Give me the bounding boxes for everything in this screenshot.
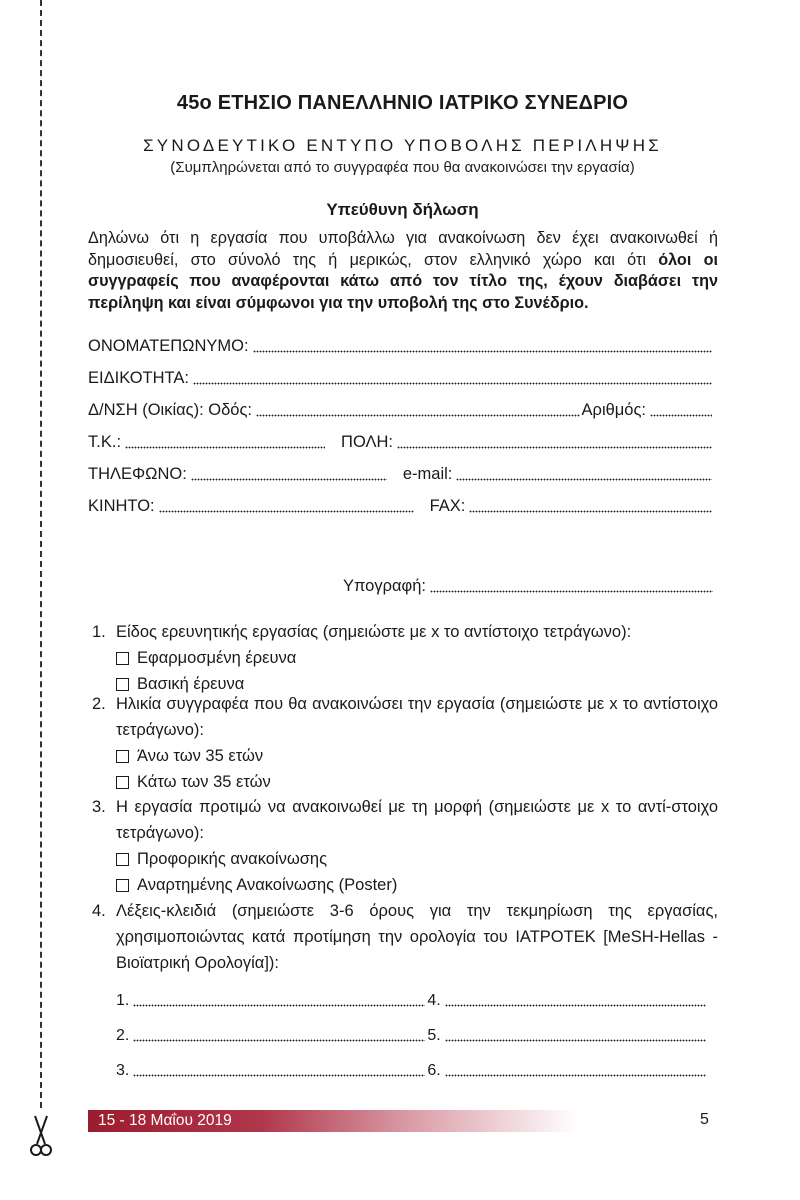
question-number: 1.	[92, 623, 106, 641]
checkbox[interactable]	[116, 678, 129, 691]
option-label: Άνω των 35 ετών	[137, 747, 264, 765]
specialty-row[interactable]	[88, 364, 714, 388]
keyword-field-1[interactable]	[133, 990, 425, 1007]
declaration-title: Υπεύθυνη δήλωση	[326, 200, 479, 219]
question-text: Είδος ερευνητικής εργασίας (σημειώστε με x το αντίστοιχο τετράγωνο):	[116, 623, 632, 641]
city-label: ΠΟΛΗ:	[341, 433, 394, 451]
declaration-bold: όλοι οι συγγραφείς που αναφέρονται κάτω από τον τίτλο της, έχουν διαβάσει την περίληψη και είναι σύμφωνοι για την υποβολή της στο Συνέδριο.	[88, 250, 718, 312]
checkbox[interactable]	[116, 750, 129, 763]
option-oral[interactable]	[116, 846, 718, 872]
page-title: 45ο ΕΤΗΣΙΟ ΠΑΝΕΛΛΗΝΙΟ ΙΑΤΡΙΚΟ ΣΥΝΕΔΡΙΟ	[176, 92, 629, 114]
option-label: Κάτω των 35 ετών	[137, 773, 271, 791]
option-applied-research[interactable]	[116, 645, 718, 671]
keywords-row-1[interactable]	[116, 988, 708, 1010]
address-label: Δ/ΝΣΗ (Οικίας): Οδός:	[88, 401, 253, 419]
checkbox[interactable]	[116, 879, 129, 892]
question-2	[92, 691, 718, 795]
keyword-field-5[interactable]	[445, 1025, 706, 1042]
page-number: 5	[700, 1111, 709, 1128]
form-note: (Συμπληρώνεται από το συγγραφέα που θα ανακοινώσει την εργασία)	[170, 159, 635, 176]
form-subtitle: ΣΥΝΟΔΕΥΤΙΚΟ ΕΝΤΥΠΟ ΥΠΟΒΟΛΗΣ ΠΕΡΙΛΗΨΗΣ	[143, 136, 662, 155]
keyword-field-4[interactable]	[445, 990, 706, 1007]
keyword-field-3[interactable]	[133, 1060, 425, 1077]
mobile-fax-row[interactable]	[88, 492, 714, 516]
option-label: Εφαρμοσμένη έρευνα	[137, 649, 297, 667]
option-label: Προφορικής ανακοίνωσης	[137, 850, 328, 868]
street-field[interactable]	[256, 400, 580, 417]
number-label: Αριθμός:	[581, 401, 646, 419]
keywords-row-3[interactable]	[116, 1058, 708, 1080]
keyword-number: 6.	[427, 1062, 441, 1079]
fullname-field[interactable]	[253, 336, 712, 353]
mobile-label: ΚΙΝΗΤΟ:	[88, 497, 155, 515]
cut-line	[40, 0, 42, 1108]
question-text: Η εργασία προτιμώ να ανακοινωθεί με τη μορφή (σημειώστε με x το αντί-στοιχο τετράγωνο):	[116, 798, 718, 842]
question-text: Ηλικία συγγραφέα που θα ανακοινώσει την εργασία (σημειώστε με x το αντίστοιχο τετράγωνο):	[116, 695, 718, 739]
question-number: 3.	[92, 798, 106, 816]
question-text: Λέξεις-κλειδιά (σημειώστε 3-6 όρους για την τεκμηρίωση της εργασίας, χρησιμοποιώντας κατά προτίμηση την ορολογία του ΙΑΤΡΟΤΕΚ [MeSH-Hellas - Βιοϊατρική Ορολογία]):	[116, 902, 718, 972]
declaration-text	[88, 228, 718, 314]
option-label: Αναρτημένης Ανακοίνωσης (Poster)	[137, 876, 398, 894]
postcode-label: Τ.Κ.:	[88, 433, 122, 451]
fullname-label: ΟΝΟΜΑΤΕΠΩΝΥΜΟ:	[88, 337, 249, 355]
email-field[interactable]	[456, 464, 712, 481]
keyword-field-6[interactable]	[445, 1060, 706, 1077]
option-under-35[interactable]	[116, 769, 718, 795]
checkbox[interactable]	[116, 652, 129, 665]
postcode-city-row[interactable]	[88, 428, 714, 452]
phone-email-row[interactable]	[88, 460, 714, 484]
keyword-field-2[interactable]	[133, 1025, 425, 1042]
scissors-icon	[26, 1112, 56, 1162]
question-number: 4.	[92, 902, 106, 920]
option-over-35[interactable]	[116, 743, 718, 769]
signature-row[interactable]	[343, 572, 715, 596]
question-3	[92, 794, 718, 898]
question-4	[92, 898, 718, 976]
keyword-number: 5.	[427, 1027, 441, 1044]
phone-label: ΤΗΛΕΦΩΝΟ:	[88, 465, 187, 483]
checkbox[interactable]	[116, 776, 129, 789]
phone-field[interactable]	[191, 464, 387, 481]
question-1	[92, 619, 718, 697]
specialty-label: ΕΙΔΙΚΟΤΗΤΑ:	[88, 369, 189, 387]
footer-dates: 15 - 18 Μαΐου 2019	[98, 1112, 232, 1129]
number-field[interactable]	[650, 400, 712, 417]
specialty-field[interactable]	[193, 368, 712, 385]
postcode-field[interactable]	[125, 432, 325, 449]
fax-label: FAX:	[429, 497, 466, 515]
option-poster[interactable]	[116, 872, 718, 898]
signature-label: Υπογραφή:	[343, 577, 426, 595]
address-row[interactable]	[88, 396, 714, 420]
option-label: Βασική έρευνα	[137, 675, 245, 693]
keyword-number: 3.	[116, 1062, 130, 1079]
email-label: e-mail:	[402, 465, 453, 483]
signature-field[interactable]	[430, 576, 713, 593]
fax-field[interactable]	[469, 496, 712, 513]
checkbox[interactable]	[116, 853, 129, 866]
city-field[interactable]	[397, 432, 712, 449]
keywords-row-2[interactable]	[116, 1023, 708, 1045]
keyword-number: 2.	[116, 1027, 130, 1044]
fullname-row[interactable]	[88, 332, 714, 356]
mobile-field[interactable]	[159, 496, 414, 513]
question-number: 2.	[92, 695, 106, 713]
declaration-regular: Δηλώνω ότι η εργασία που υποβάλλω για ανακοίνωση δεν έχει ανακοινωθεί ή δημοσιευθεί, στο σύνολό της ή μερικώς, στον ελληνικό χώρο και ότι	[88, 229, 718, 269]
keyword-number: 1.	[116, 992, 130, 1009]
keyword-number: 4.	[427, 992, 441, 1009]
